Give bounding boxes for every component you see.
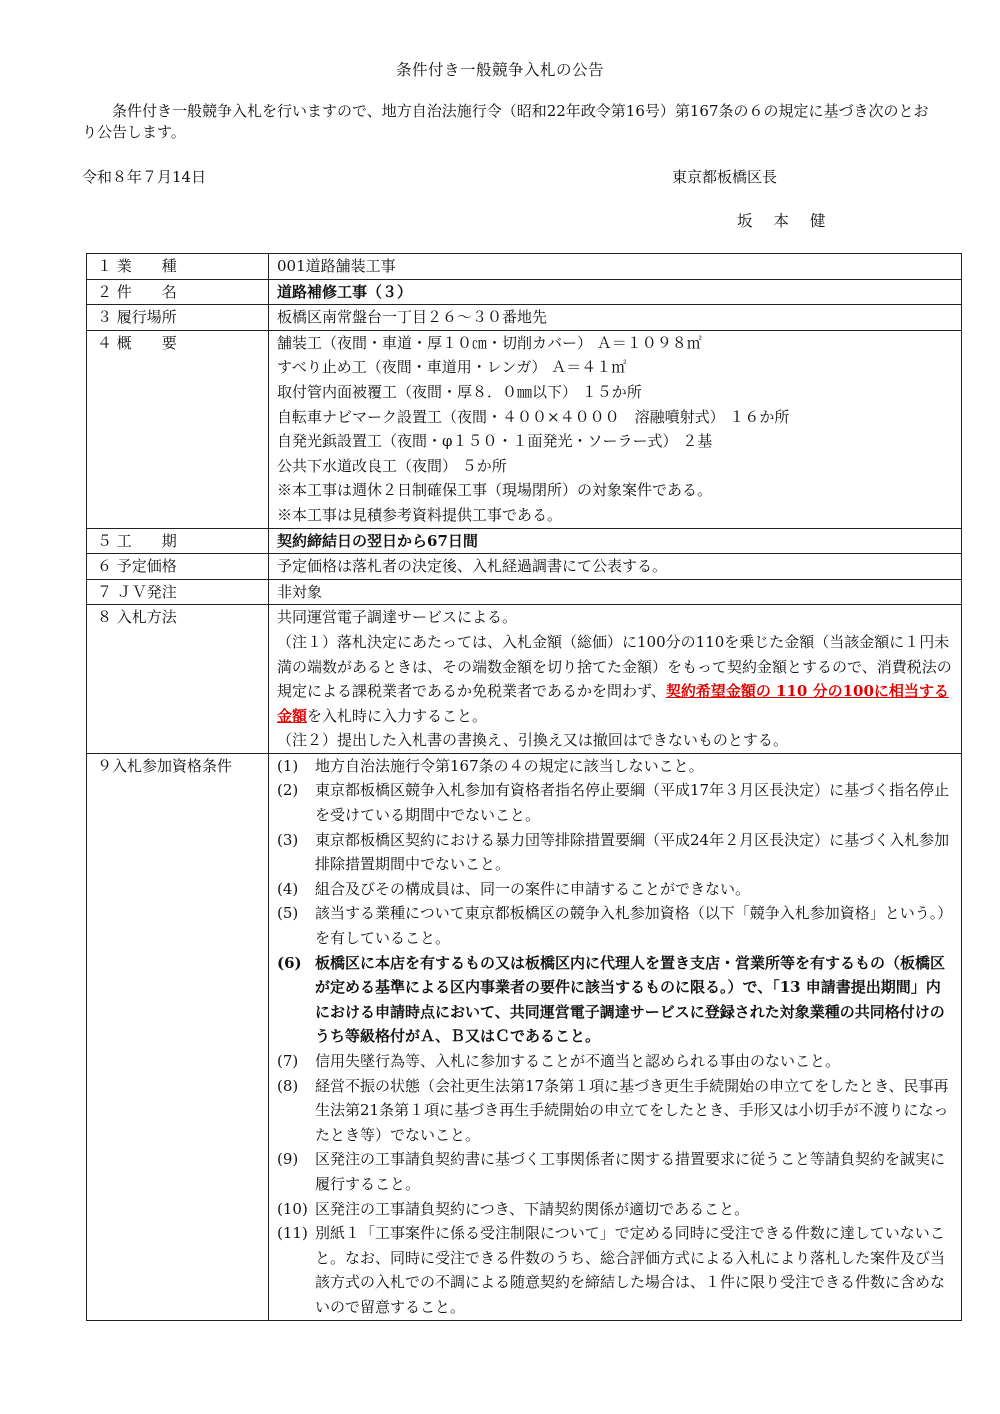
- condition-number: (7): [277, 1052, 299, 1070]
- condition-text: 東京都板橋区競争入札参加有資格者指名停止要綱（平成17年３月区長決定）に基づく指名停止を受けている期間中でないこと。: [315, 781, 950, 825]
- condition-item: [277, 778, 953, 827]
- condition-number: (6): [277, 953, 302, 972]
- condition-number: (4): [277, 879, 299, 898]
- row-label-outline: ４ 概 要: [87, 330, 269, 528]
- row-value-location: 板橋区南常盤台一丁目２６～３０番地先: [269, 305, 962, 331]
- condition-text: 該当する業種について東京都板橋区の競争入札参加資格（以下「競争入札参加資格」という。）を有していること。: [315, 904, 953, 948]
- condition-item: [277, 828, 953, 877]
- notice-table: [86, 253, 962, 1321]
- condition-text: 信用失墜行為等、入札に参加することが不適当と認められる事由のないこと。: [315, 1052, 841, 1070]
- bid-method-line: 共同運営電子調達サービスによる。: [277, 608, 518, 627]
- condition-text: 板橋区に本店を有するもの又は板橋区内に代理人を置き支店・営業所等を有するもの（板橋区が定める基準による区内事業者の要件に該当するものに限る。）で、「13 申請書提出期間」内における申請時点において、共同運営電子調達サービスに登録された対象業種の共同格付けのうち等級格付がＡ、Ｂ又はＣであること。: [315, 953, 946, 1046]
- outline-line: 自発光鋲設置工（夜間・φ１５０・１面発光・ソーラー式） ２基: [277, 432, 713, 451]
- condition-item: [277, 951, 953, 1049]
- outline-line: ※本工事は見積参考資料提供工事である。: [277, 505, 563, 524]
- row-label-estimated-price: ６ 予定価格: [87, 554, 269, 580]
- outline-line: 舗装工（夜間・車道・厚１０㎝・切削カバー） Ａ＝１０９８㎡: [277, 333, 702, 352]
- condition-number: (2): [277, 781, 299, 800]
- intro-paragraph: 条件付き一般競争入札を行いますので、地方自治法施行令（昭和22年政令第16号）第167条の６の規定に基づき次のとおり公告します。: [82, 102, 929, 141]
- condition-item: [277, 1074, 953, 1148]
- note-1-text: （注１）落札決定にあたっては、入札金額（総価）に100分の110を乗じた金額（当該金額に１円未満の端数があるときは、その端数金額を切り捨てた金額）をもって契約金額とするので、消費税法の規定による課税業者であるか免税業者であるかを問わず、: [277, 632, 952, 701]
- row-label-industry: １ 業 種: [87, 254, 269, 280]
- condition-number: (1): [277, 756, 299, 775]
- table-row: [87, 305, 962, 331]
- page-title: 条件付き一般競争入札の公告: [395, 61, 604, 79]
- table-row: [87, 330, 962, 528]
- condition-text: 区発注の工事請負契約につき、下請契約関係が適切であること。: [315, 1199, 750, 1218]
- row-label-eligibility: ９入札参加資格条件: [87, 753, 269, 1320]
- condition-item: [277, 901, 953, 950]
- row-value-industry: 001道路舗装工事: [269, 254, 962, 280]
- row-label-location: ３ 履行場所: [87, 305, 269, 331]
- condition-text: 地方自治法施行令第167条の４の規定に該当しないこと。: [315, 756, 704, 775]
- condition-item: [277, 1221, 953, 1319]
- outline-line: 自転車ナビマーク設置工（夜間・４００×４０００ 溶融噴射式） １６か所: [277, 407, 790, 426]
- row-label-subject: ２ 件 名: [87, 279, 269, 305]
- row-value-subject: 道路補修工事（３）: [269, 279, 962, 305]
- note-1-tail: を入札時に入力すること。: [307, 706, 488, 725]
- condition-number: (9): [277, 1150, 299, 1169]
- table-row: [87, 528, 962, 554]
- condition-number: (10): [277, 1199, 308, 1218]
- notice-date: 令和８年７月14日: [82, 168, 207, 186]
- condition-text: 組合及びその構成員は、同一の案件に申請することができない。: [315, 879, 751, 898]
- outline-line: 取付管内面被覆工（夜間・厚８．０㎜以下） １５か所: [277, 382, 642, 401]
- row-label-jv: ７ ＪＶ発注: [87, 579, 269, 605]
- table-row: [87, 254, 962, 280]
- bid-method-note-1: [277, 630, 953, 728]
- outline-line: 公共下水道改良工（夜間） ５か所: [277, 456, 507, 475]
- condition-item: [277, 1049, 953, 1074]
- table-row: [87, 554, 962, 580]
- condition-item: [277, 754, 953, 779]
- row-value-period: 契約締結日の翌日から67日間: [269, 528, 962, 554]
- note-1-emphasis: 契約希望金額の 110 分の100に相当する金額: [277, 682, 949, 725]
- row-value-jv: 非対象: [269, 579, 962, 605]
- condition-item: [277, 877, 953, 902]
- issuer: 東京都板橋区長: [672, 168, 778, 186]
- condition-item: [277, 1197, 953, 1222]
- outline-line: ※本工事は週休２日制確保工事（現場閉所）の対象案件である。: [277, 481, 713, 500]
- condition-number: (5): [277, 904, 299, 923]
- condition-text: 経営不振の状態（会社更生法第17条第１項に基づき更生手続開始の申立てをしたとき、民事再生法第21条第１項に基づき再生手続開始の申立てをしたとき、手形又は小切手が不渡りになったとき等）でないこと。: [315, 1076, 949, 1144]
- condition-text: 区発注の工事請負契約書に基づく工事関係者に関する措置要求に従うこと等請負契約を誠実に履行すること。: [315, 1150, 946, 1193]
- row-value-estimated-price: 予定価格は落札者の決定後、入札経過調書にて公表する。: [269, 554, 962, 580]
- condition-number: (8): [277, 1076, 299, 1095]
- table-row: [87, 279, 962, 305]
- row-value-bid-method: [269, 605, 962, 754]
- row-label-bid-method: ８ 入札方法: [87, 605, 269, 754]
- row-value-outline: [269, 330, 962, 528]
- row-label-period: ５ 工 期: [87, 528, 269, 554]
- outline-line: すべり止め工（夜間・車道用・レンガ） Ａ＝４１㎡: [277, 358, 627, 377]
- condition-text: 別紙１「工事案件に係る受注制限について」で定める同時に受注できる件数に達していないこと。なお、同時に受注できる件数のうち、総合評価方式による入札により落札した案件及び当該方式の入札での不調による随意契約を締結した場合は、１件に限り受注できる件数に含めないので留意すること。: [315, 1224, 946, 1316]
- condition-text: 東京都板橋区契約における暴力団等排除措置要綱（平成24年２月区長決定）に基づく入札参加排除措置期間中でないこと。: [315, 830, 950, 874]
- signer-name: 坂 本 健: [737, 212, 834, 230]
- table-row: [87, 605, 962, 754]
- condition-item: [277, 1147, 953, 1196]
- table-row: [87, 753, 962, 1320]
- table-row: [87, 579, 962, 605]
- row-value-eligibility: [269, 753, 962, 1320]
- condition-number: (3): [277, 830, 299, 849]
- condition-number: (11): [277, 1224, 308, 1243]
- bid-method-note-2: （注２）提出した入札書の書換え、引換え又は撤回はできないものとする。: [277, 731, 788, 750]
